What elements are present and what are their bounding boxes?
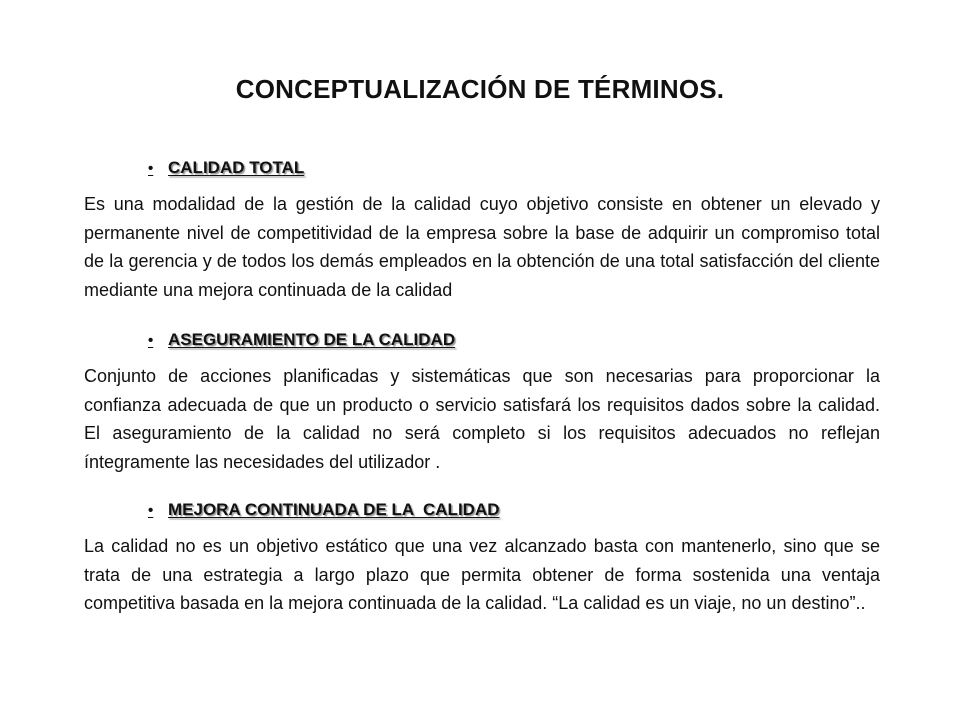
section-heading <box>148 500 880 520</box>
section-calidad-total <box>84 158 880 304</box>
section-mejora-continuada <box>84 500 880 618</box>
section-paragraph: Conjunto de acciones planificadas y sistemáticas que son necesarias para proporcionar la confianza adecuada de que un producto o servicio satisfará los requisitos dados sobre la calidad. El aseguramiento de la calidad no será completo si los requisitos adecuados no reflejan íntegramente las necesidades del utilizador . <box>84 366 880 472</box>
page-title: CONCEPTUALIZACIÓN DE TÉRMINOS. <box>235 74 725 104</box>
heading-label: ASEGURAMIENTO DE LA CALIDAD <box>168 330 456 349</box>
bullet-icon: • <box>148 331 154 349</box>
heading-label: MEJORA CONTINUADA DE LA CALIDAD <box>168 500 500 519</box>
bullet-icon: • <box>148 501 154 519</box>
section-heading <box>148 330 880 350</box>
section-paragraph: La calidad no es un objetivo estático que una vez alcanzado basta con mantenerlo, sino que se trata de una estrategia a largo plazo que permita obtener de forma sostenida una ventaja competitiva basada en la mejora continuada de la calidad. “La calidad es un viaje, no un destino”.. <box>84 536 880 613</box>
section-heading <box>148 158 880 178</box>
section-paragraph: Es una modalidad de la gestión de la calidad cuyo objetivo consiste en obtener un elevado y permanente nivel de competitividad de la empresa sobre la base de adquirir un compromiso total de la gerencia y de todos los demás empleados en la obtención de una total satisfacción del cliente mediante una mejora continuada de la calidad <box>84 194 880 300</box>
bullet-icon: • <box>148 159 154 177</box>
heading-label: CALIDAD TOTAL <box>168 158 305 177</box>
section-aseguramiento <box>84 330 880 476</box>
